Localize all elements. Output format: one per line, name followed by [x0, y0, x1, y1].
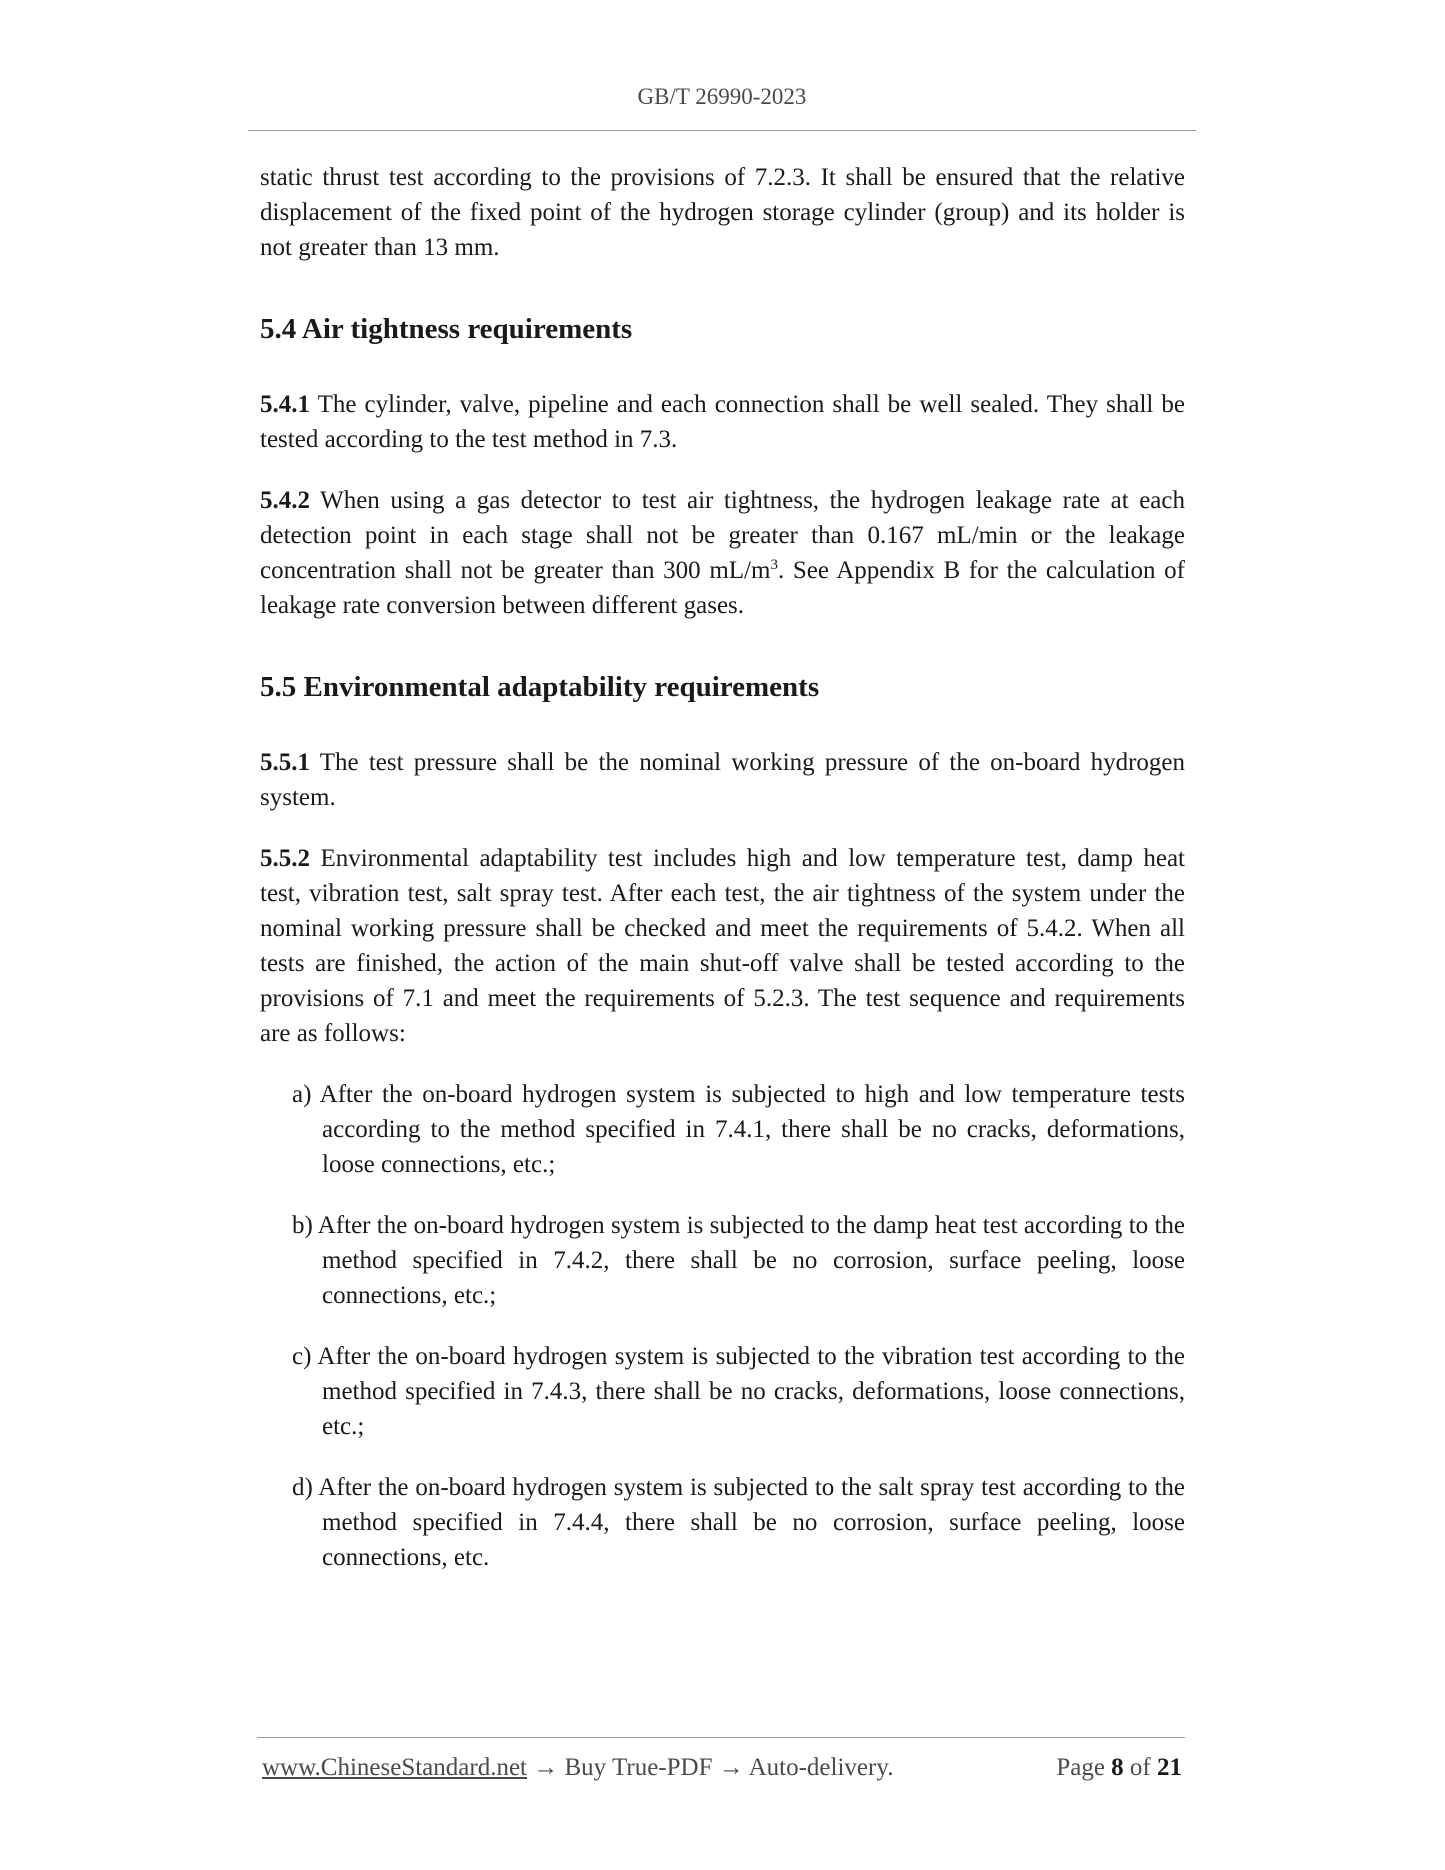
arrow-right-icon: → [718, 1754, 744, 1781]
section-heading-5-5: 5.5 Environmental adaptability requirements [260, 671, 820, 703]
delivery-text: Auto-delivery. [748, 1754, 894, 1781]
clause-number: 5.5.1 [260, 749, 310, 776]
clause-text-continued: . See Appendix B for the calculation of leakage rate conversion between different gases. [260, 557, 1185, 619]
list-item: c) After the on-board hydrogen system is subjected to the vibration test according to the method specified in 7.4.3, there shall be no cracks, deformations, loose connections, etc.; [292, 1343, 1185, 1440]
list-item: a) After the on-board hydrogen system is subjected to high and low temperature tests according to the method specified in 7.4.1, there shall be no cracks, deformations, loose connections, etc.; [292, 1081, 1185, 1178]
site-link[interactable]: www.ChineseStandard.net [262, 1754, 527, 1781]
clause-5-4-2 [260, 483, 1185, 623]
page-label: Page [1056, 1754, 1105, 1781]
document-body [260, 160, 1185, 1575]
clause-5-4-1 [260, 387, 1185, 457]
page-total: 21 [1157, 1754, 1182, 1781]
clause-number: 5.4.2 [260, 487, 310, 514]
arrow-right-icon: → [533, 1754, 559, 1781]
clause-text: Environmental adaptability test includes high and low temperature test, damp heat test, vibration test, salt spray test. After each test, the air tightness of the system under the nominal working pressure shall be checked and meet the requirements of 5.4.2. When all tests are finished, the action of the main shut-off valve shall be tested according to the provisions of 7.1 and meet the requirements of 5.2.3. The test sequence and requirements are as follows: [260, 845, 1185, 1047]
footer-divider [257, 1737, 1185, 1738]
clause-text: When using a gas detector to test air tightness, the hydrogen leakage rate at each detection point in each stage shall not be greater than 0.167 mL/min or the leakage concentration shall not be greater than 300 mL/m [260, 487, 1185, 584]
page-indicator [1056, 1754, 1182, 1782]
page-current: 8 [1111, 1754, 1124, 1781]
clause-number: 5.5.2 [260, 845, 310, 872]
intro-paragraph: static thrust test according to the provisions of 7.2.3. It shall be ensured that the relative displacement of the fixed point of the hydrogen storage cylinder (group) and its holder is not greater than 13 mm. [260, 164, 1185, 261]
header-divider [248, 130, 1196, 131]
section-heading-5-4: 5.4 Air tightness requirements [260, 313, 633, 345]
clause-text: The cylinder, valve, pipeline and each connection shall be well sealed. They shall be tested according to the test method in 7.3. [260, 391, 1185, 453]
clause-5-5-1 [260, 745, 1185, 815]
page-of-label: of [1129, 1754, 1151, 1781]
test-sequence-list [260, 1077, 1185, 1575]
list-item: b) After the on-board hydrogen system is subjected to the damp heat test according to the method specified in 7.4.2, there shall be no corrosion, surface peeling, loose connections, etc.; [292, 1212, 1185, 1309]
superscript-3: 3 [770, 557, 778, 573]
clause-number: 5.4.1 [260, 391, 310, 418]
document-header: GB/T 26990-2023 [637, 84, 807, 109]
clause-text: The test pressure shall be the nominal working pressure of the on-board hydrogen system. [260, 749, 1185, 811]
list-item: d) After the on-board hydrogen system is subjected to the salt spray test according to the method specified in 7.4.4, there shall be no corrosion, surface peeling, loose connections, etc. [292, 1474, 1185, 1571]
buy-text: Buy True-PDF [564, 1754, 713, 1781]
clause-5-5-2 [260, 841, 1185, 1051]
footer-promo [262, 1754, 893, 1782]
